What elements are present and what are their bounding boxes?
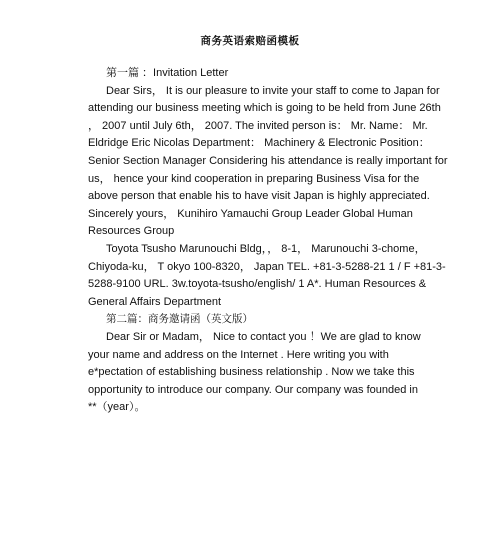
letter-line: Dear Sirs， It is our pleasure to invite your staff to come to Japan for [106,84,440,97]
letter-line: Resources Group [88,225,175,238]
section2-heading-text: 第二篇：商务邀请函（英文版） [106,313,253,326]
letter-line: ， 2007 until July 6th， 2007. The invited person is： Mr. Name： Mr. [88,119,428,132]
letter-line: attending our business meeting which is going to be held from June 26th [88,102,441,115]
letter-line: opportunity to introduce our company. Our company was founded in [88,383,418,396]
letter-line: Dear Sir or Madam， Nice to contact you ！We are glad to know [106,330,421,343]
section1-heading-text: 第一篇 ：Invitation Letter [106,67,229,79]
document-body [88,65,448,417]
section1-heading [88,65,414,83]
document-title: 商务英语索赔函模板 [200,35,300,47]
section1-letter [88,83,448,241]
letter-line: your name and address on the Internet . Here writing you with [88,348,389,361]
letter-line: Eldridge Eric Nicolas Department： Machinery & Electronic Position： [88,137,430,150]
letter-line: Senior Section Manager Considering his attendance is really important for [88,154,448,167]
letter-line: **（year）。 [88,401,146,414]
section2-heading [88,311,414,329]
address-line: Chiyoda-ku， T okyo 100-8320， Japan TEL. +81-3-5288-21 1 / F +81-3- [88,260,446,273]
address-line: 5288-9100 URL. 3w.toyota-tsusho/english/ 1 A*. Human Resources & [88,278,427,291]
address-line: Toyota Tsusho Marunouchi Bldg，， 8-1， Marunouchi 3-chome， [106,242,426,255]
section1-address [88,241,446,311]
section2-letter [88,329,421,417]
letter-line: Sincerely yours， Kunihiro Yamauchi Group Leader Global Human [88,207,413,220]
letter-line: e*pectation of establishing business relationship . Now we take this [88,366,415,379]
address-line: General Affairs Department [88,295,222,308]
letter-line: above person that enable his to have visit Japan is highly appreciated. [88,190,430,203]
letter-line: us， hence your kind cooperation in preparing Business Visa for the [88,172,420,185]
